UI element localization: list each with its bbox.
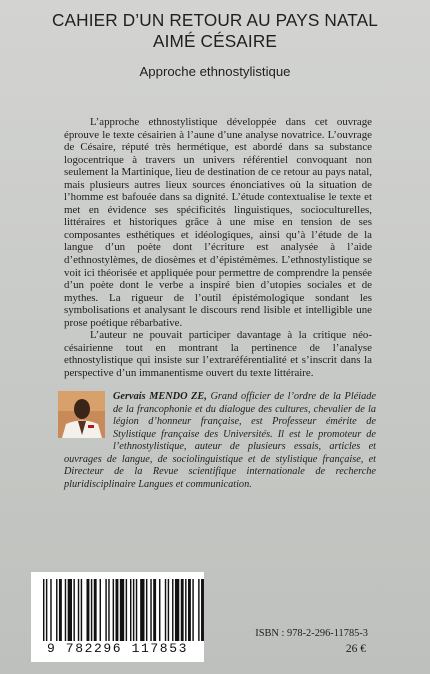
title-line-2: AIMÉ CÉSAIRE [152,31,278,51]
blurb-paragraph-2: L’auteur ne pouvait participer davantage à la critique néo-césairienne tout en montrant la pertinence de l’analyse ethnostylistique qui insiste sur l’extraréférentialité et s’inscrit dans la perspective d’un immanentisme ouvert du texte littéraire. [64,329,372,379]
barcode-digits: 9 782296 117853 [46,641,189,656]
author-bio-text: Grand officier de l’ordre de la Pléiade de la francophonie et du dialogue des cultures, chevalier de la légion d’honneur française, est Professeur émérite de Stylistique française des Universités. Il est le promoteur de l’ethnostylistique, auteur de plusieurs essais, articles et ouvrages de langue, de sociolinguistique et de stylistique française, et Directeur de la Revue scientifique internationale de recherche pluridisciplinaire Langues et communication. [64,391,377,490]
author-name: Gervais MENDO ZE, [113,391,207,402]
isbn-number: ISBN : 978-2-296-11785-3 [255,628,368,639]
book-subtitle: Approche ethnostylistique [139,64,291,79]
author-bio [64,391,376,491]
blurb [64,116,372,379]
price: 26 € [345,643,366,655]
barcode [31,572,204,662]
title-line-1: CAHIER D’UN RETOUR AU PAYS NATAL [51,10,378,30]
blurb-paragraph-1: L’approche ethnostylistique développée dans cet ouvrage éprouve le texte césairien à l’aune d’une analyse novatrice. L’ouvrage de Césaire, réputé très hermétique, est abordé dans sa substance logocentrique à travers un univers référentiel convoquant non seulement la Martinique, lieu de destination de ce retour au pays natal, mais plusieurs autres lieux sources énonciatives où la situation de l’homme est bafouée dans sa dignité. L’étude contextualise le texte et met en évidence ses spécificités linguistiques, socioculturelles, littéraires et historiques grâce à une mise en tension de ses composantes esthétiques et idéologiques, ainsi qu’à l’étude de la langue d’un poète dont l’écriture est analysée à l’aide d’ethnostylèmes, de diosèmes et d’épistémèmes. L’ethnostylistique se voit ici théorisée et appliquée pour permettre de comprendre la pensée d’un poète dont le verbe a inspiré bien d’utopies sociales et de mythes. La rigueur de l’outil épistémologique sondant les symbolisations et analysant le discours rend lisible et intelligible une prose poétique rébarbative. [64,116,372,329]
book-title [0,10,430,52]
